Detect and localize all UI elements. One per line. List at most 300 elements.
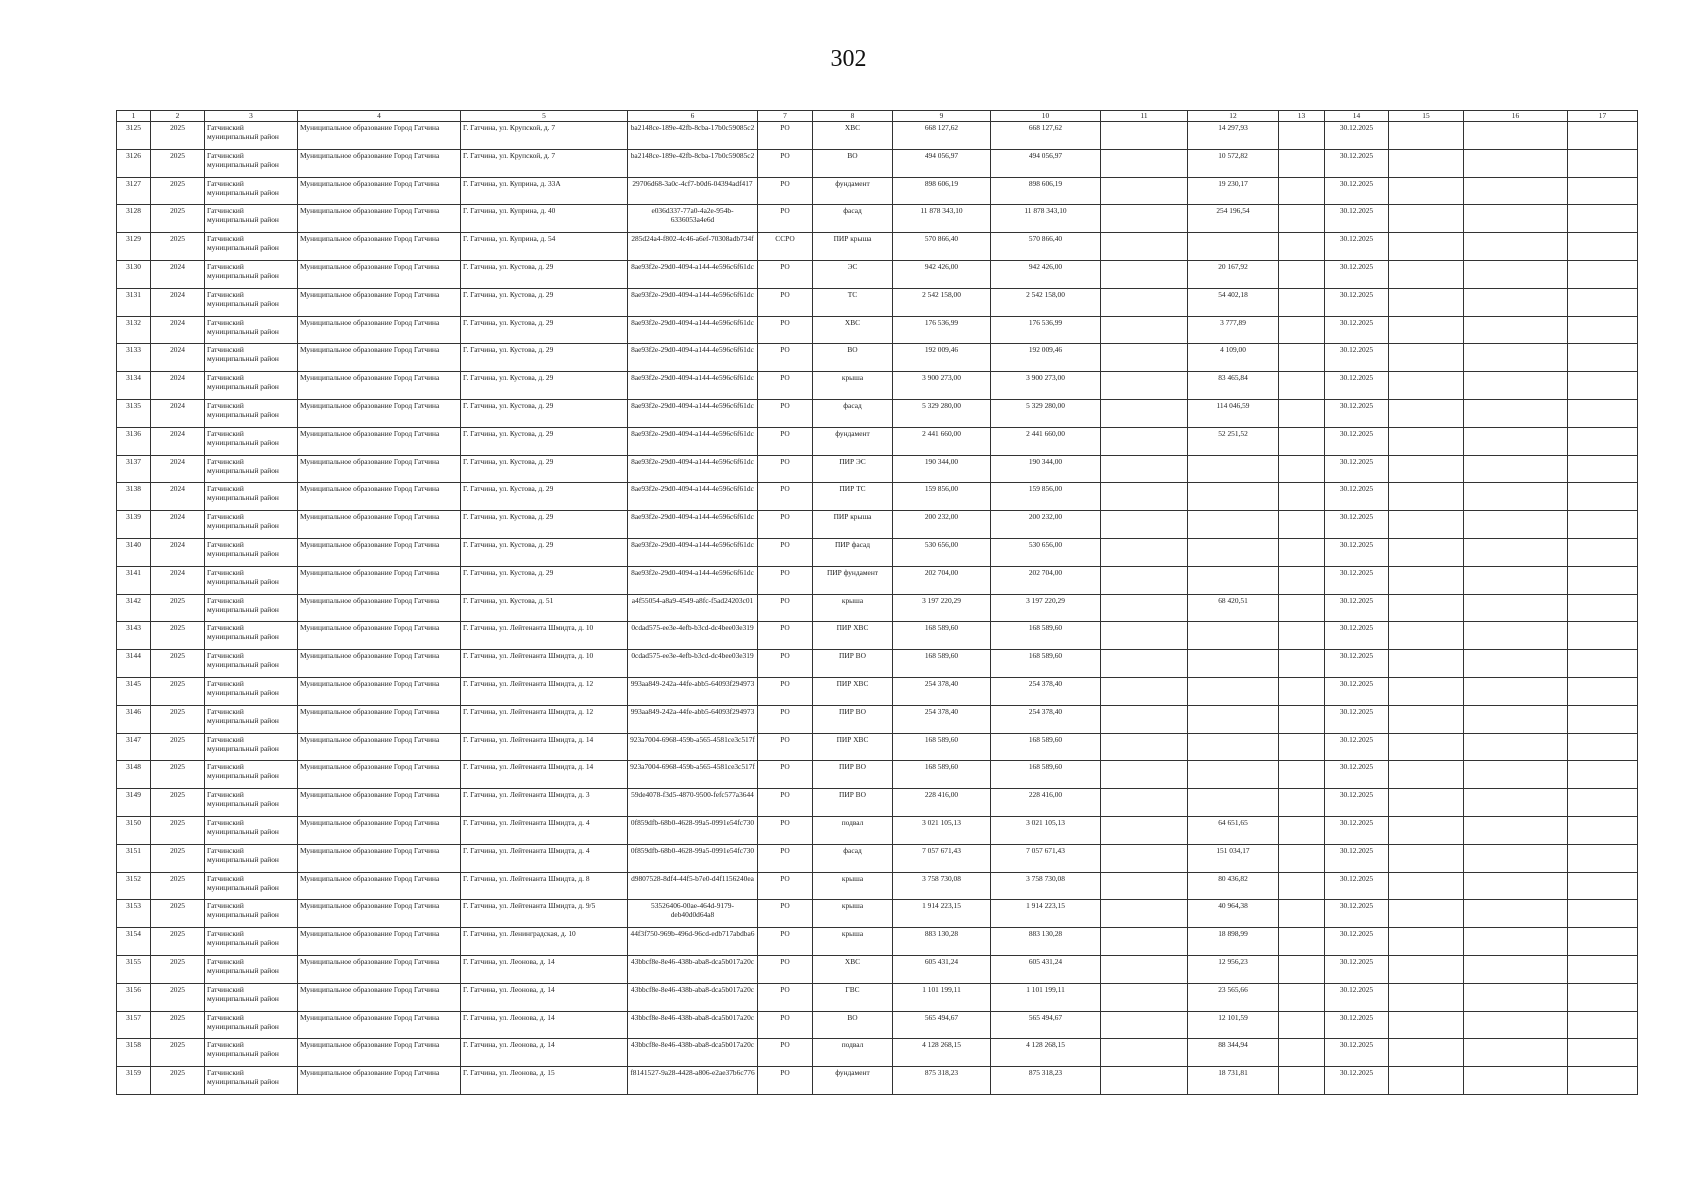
table-cell: Муниципальное образование Город Гатчина [298,844,461,872]
table-cell [1464,260,1568,288]
table-cell: 3 021 105,13 [991,816,1101,844]
table-cell: 23 565,66 [1188,983,1279,1011]
table-cell: Муниципальное образование Город Гатчина [298,260,461,288]
table-cell [1279,316,1325,344]
table-cell [1279,872,1325,900]
table-cell: РО [758,594,813,622]
table-cell: Г. Гатчина, ул. Леонова, д. 15 [461,1067,628,1095]
table-cell [1568,983,1638,1011]
table-cell [1279,399,1325,427]
table-cell [1101,511,1188,539]
table-cell: Муниципальное образование Город Гатчина [298,955,461,983]
table-cell: РО [758,955,813,983]
table-cell: 168 589,60 [991,733,1101,761]
table-cell: РО [758,399,813,427]
table-cell: Г. Гатчина, ул. Кустова, д. 29 [461,566,628,594]
table-cell: 605 431,24 [991,955,1101,983]
table-cell: 30.12.2025 [1325,928,1389,956]
table-cell [1389,511,1464,539]
table-cell: ПИР ХВС [813,622,893,650]
table-cell: 168 589,60 [893,650,991,678]
column-number: 13 [1279,111,1325,122]
table-cell: 0f859dfb-68b0-4628-99a5-0991e54fc730 [628,816,758,844]
table-cell: Муниципальное образование Город Гатчина [298,1067,461,1095]
table-cell: 3154 [117,928,151,956]
table-cell [1464,483,1568,511]
table-cell: 2024 [151,288,205,316]
table-cell: 7 057 671,43 [893,844,991,872]
table-cell: ba2148ce-189e-42fb-8cba-17b0c59085c2 [628,122,758,150]
register-table [116,110,1638,1095]
table-cell: Г. Гатчина, ул. Ленинградская, д. 10 [461,928,628,956]
table-cell: 2024 [151,483,205,511]
table-cell: РО [758,789,813,817]
table-cell: 3156 [117,983,151,1011]
table-cell: Г. Гатчина, ул. Лейтенанта Шмидта, д. 12 [461,705,628,733]
table-cell: Гатчинский муниципальный район [205,1011,298,1039]
table-cell: крыша [813,594,893,622]
table-cell: фундамент [813,427,893,455]
table-cell: Гатчинский муниципальный район [205,705,298,733]
table-cell: 3135 [117,399,151,427]
table-cell: 43bbcf8e-8e46-438b-aba8-dca5b017a20c [628,955,758,983]
table-cell: Муниципальное образование Город Гатчина [298,928,461,956]
table-cell [1101,316,1188,344]
table-cell: 942 426,00 [893,260,991,288]
table-cell [1279,455,1325,483]
table-cell: 3 758 730,08 [991,872,1101,900]
table-cell: d9807528-8df4-44f5-b7e0-d4f1156240ea [628,872,758,900]
table-cell: 942 426,00 [991,260,1101,288]
table-cell: РО [758,177,813,205]
table-cell [1101,566,1188,594]
table-cell: 44f3f750-969b-496d-96cd-edb717abdba6 [628,928,758,956]
table-cell [1568,427,1638,455]
table-cell: Муниципальное образование Город Гатчина [298,288,461,316]
table-cell [1101,677,1188,705]
table-cell [1279,288,1325,316]
table-cell: 2025 [151,955,205,983]
table-cell: РО [758,761,813,789]
table-cell: Г. Гатчина, ул. Лейтенанта Шмидта, д. 14 [461,733,628,761]
table-cell: Г. Гатчина, ул. Леонова, д. 14 [461,1039,628,1067]
table-cell [1464,399,1568,427]
table-cell [1568,816,1638,844]
table-cell: 3126 [117,149,151,177]
table-cell [1279,566,1325,594]
table-cell: 3140 [117,538,151,566]
table-cell: 0cdad575-ee3e-4efb-b3cd-dc4bee03e319 [628,622,758,650]
table-cell: Муниципальное образование Город Гатчина [298,900,461,928]
table-cell [1389,928,1464,956]
table-cell [1568,149,1638,177]
table-cell: 3 197 220,29 [991,594,1101,622]
table-cell: РО [758,928,813,956]
table-cell: Муниципальное образование Город Гатчина [298,316,461,344]
table-cell [1464,316,1568,344]
table-cell: Г. Гатчина, ул. Крупской, д. 7 [461,122,628,150]
table-cell: ba2148ce-189e-42fb-8cba-17b0c59085c2 [628,149,758,177]
table-cell: 3 900 273,00 [991,372,1101,400]
table-cell: 30.12.2025 [1325,260,1389,288]
table-cell [1464,427,1568,455]
table-cell: 3136 [117,427,151,455]
table-cell [1389,122,1464,150]
table-cell: РО [758,122,813,150]
table-cell: 11 878 343,10 [991,205,1101,233]
table-cell: ГВС [813,983,893,1011]
table-row [117,233,1638,261]
table-cell: 668 127,62 [893,122,991,150]
table-cell: ССРО [758,233,813,261]
table-cell [1101,483,1188,511]
table-cell: 3131 [117,288,151,316]
table-cell: Г. Гатчина, ул. Лейтенанта Шмидта, д. 12 [461,677,628,705]
table-cell: 200 232,00 [991,511,1101,539]
table-cell: Г. Гатчина, ул. Лейтенанта Шмидта, д. 10 [461,650,628,678]
table-cell: 2024 [151,372,205,400]
table-cell [1279,205,1325,233]
table-cell: Муниципальное образование Город Гатчина [298,177,461,205]
table-cell: Муниципальное образование Город Гатчина [298,594,461,622]
table-cell [1279,650,1325,678]
table-cell: Г. Гатчина, ул. Куприна, д. 40 [461,205,628,233]
table-cell: РО [758,344,813,372]
table-row [117,955,1638,983]
table-cell: 2025 [151,983,205,1011]
table-cell [1389,983,1464,1011]
table-cell: 43bbcf8e-8e46-438b-aba8-dca5b017a20c [628,1039,758,1067]
table-cell: 2025 [151,1039,205,1067]
table-cell: Муниципальное образование Город Гатчина [298,455,461,483]
table-cell: 192 009,46 [893,344,991,372]
column-number: 17 [1568,111,1638,122]
table-cell: РО [758,288,813,316]
table-cell [1279,761,1325,789]
table-cell [1568,677,1638,705]
table-cell: подвал [813,816,893,844]
table-cell: 30.12.2025 [1325,566,1389,594]
table-cell: 3 758 730,08 [893,872,991,900]
table-cell [1464,372,1568,400]
table-cell: 2025 [151,177,205,205]
table-cell: 883 130,28 [991,928,1101,956]
table-cell: 2024 [151,538,205,566]
table-cell: 254 196,54 [1188,205,1279,233]
table-cell [1188,455,1279,483]
table-cell [1568,955,1638,983]
table-cell [1389,677,1464,705]
table-cell [1464,705,1568,733]
table-cell: Муниципальное образование Город Гатчина [298,483,461,511]
table-cell [1464,288,1568,316]
column-number: 2 [151,111,205,122]
table-cell: Гатчинский муниципальный район [205,316,298,344]
table-cell: 30.12.2025 [1325,511,1389,539]
table-cell: 2025 [151,789,205,817]
table-cell: 168 589,60 [893,733,991,761]
table-cell: a4f55054-a8a9-4549-a8fc-f5ad24203c01 [628,594,758,622]
table-cell: 1 101 199,11 [991,983,1101,1011]
table-cell: ХВС [813,955,893,983]
table-row [117,372,1638,400]
table-cell: 875 318,23 [893,1067,991,1095]
table-cell: e036d337-77a0-4a2e-954b-6336053a4e6d [628,205,758,233]
table-cell [1464,122,1568,150]
table-cell: РО [758,538,813,566]
table-cell: 3149 [117,789,151,817]
table-cell [1101,650,1188,678]
table-cell: РО [758,427,813,455]
table-cell: Гатчинский муниципальный район [205,1067,298,1095]
table-cell: Муниципальное образование Город Гатчина [298,650,461,678]
table-cell: Муниципальное образование Город Гатчина [298,789,461,817]
table-row [117,677,1638,705]
table-cell: 0f859dfb-68b0-4628-99a5-0991e54fc730 [628,844,758,872]
table-cell: 8ae93f2e-29d0-4094-a144-4e596c6f61dc [628,399,758,427]
table-cell [1568,705,1638,733]
table-cell: РО [758,677,813,705]
table-cell: Муниципальное образование Город Гатчина [298,233,461,261]
table-cell: 30.12.2025 [1325,455,1389,483]
table-cell: ПИР фасад [813,538,893,566]
table-row [117,316,1638,344]
table-cell: 2025 [151,761,205,789]
table-cell: Гатчинский муниципальный район [205,955,298,983]
table-cell: 2024 [151,511,205,539]
table-row [117,427,1638,455]
column-number: 8 [813,111,893,122]
table-row [117,538,1638,566]
table-cell: 202 704,00 [893,566,991,594]
table-cell: 30.12.2025 [1325,177,1389,205]
column-number: 11 [1101,111,1188,122]
table-cell [1389,900,1464,928]
table-cell [1279,483,1325,511]
table-cell: 565 494,67 [893,1011,991,1039]
table-cell [1101,177,1188,205]
table-cell: 3 900 273,00 [893,372,991,400]
table-cell: ПИР ВО [813,705,893,733]
table-cell: 3153 [117,900,151,928]
table-cell: Гатчинский муниципальный район [205,677,298,705]
table-cell [1188,511,1279,539]
table-cell: 2025 [151,677,205,705]
table-cell [1464,789,1568,817]
table-cell: 3150 [117,816,151,844]
table-cell: Г. Гатчина, ул. Куприна, д. 33А [461,177,628,205]
table-cell: ПИР крыша [813,233,893,261]
table-cell: фасад [813,399,893,427]
table-cell: 8ae93f2e-29d0-4094-a144-4e596c6f61dc [628,316,758,344]
table-cell [1389,566,1464,594]
table-cell [1389,1067,1464,1095]
table-cell: 80 436,82 [1188,872,1279,900]
table-cell [1389,233,1464,261]
table-cell: 30.12.2025 [1325,622,1389,650]
table-cell: Г. Гатчина, ул. Лейтенанта Шмидта, д. 3 [461,789,628,817]
table-cell [1279,983,1325,1011]
table-cell: РО [758,260,813,288]
table-cell [1568,316,1638,344]
table-cell [1464,650,1568,678]
table-cell: ВО [813,1011,893,1039]
column-number: 1 [117,111,151,122]
table-cell [1464,761,1568,789]
table-cell [1279,344,1325,372]
table-cell: 2025 [151,816,205,844]
table-cell: крыша [813,872,893,900]
table-cell [1279,594,1325,622]
table-cell [1464,233,1568,261]
table-cell: 8ae93f2e-29d0-4094-a144-4e596c6f61dc [628,566,758,594]
table-cell: 254 378,40 [893,705,991,733]
table-cell: 3128 [117,205,151,233]
table-cell [1101,1011,1188,1039]
table-cell: 30.12.2025 [1325,372,1389,400]
table-cell [1568,483,1638,511]
table-cell: 228 416,00 [991,789,1101,817]
table-cell: 3132 [117,316,151,344]
table-cell: 565 494,67 [991,1011,1101,1039]
table-cell [1464,955,1568,983]
table-cell: Г. Гатчина, ул. Леонова, д. 14 [461,983,628,1011]
table-cell: 7 057 671,43 [991,844,1101,872]
table-cell: Г. Гатчина, ул. Куприна, д. 54 [461,233,628,261]
table-cell: ПИР ВО [813,761,893,789]
table-cell: РО [758,872,813,900]
table-cell: 3141 [117,566,151,594]
table-cell: Г. Гатчина, ул. Кустова, д. 51 [461,594,628,622]
table-cell: подвал [813,1039,893,1067]
table-cell: 30.12.2025 [1325,761,1389,789]
table-row [117,205,1638,233]
table-cell: 5 329 280,00 [991,399,1101,427]
table-cell: Гатчинский муниципальный район [205,900,298,928]
table-cell: 8ae93f2e-29d0-4094-a144-4e596c6f61dc [628,288,758,316]
table-cell: РО [758,983,813,1011]
table-cell: Муниципальное образование Город Гатчина [298,149,461,177]
table-cell: 4 128 268,15 [991,1039,1101,1067]
table-cell [1101,260,1188,288]
table-cell [1389,205,1464,233]
table-cell: 2025 [151,205,205,233]
table-cell [1389,260,1464,288]
table-cell: 43bbcf8e-8e46-438b-aba8-dca5b017a20c [628,983,758,1011]
table-cell: 12 101,59 [1188,1011,1279,1039]
table-cell [1101,622,1188,650]
table-cell [1101,538,1188,566]
table-cell [1279,122,1325,150]
table-cell [1568,789,1638,817]
table-cell: 3143 [117,622,151,650]
table-cell: Гатчинский муниципальный район [205,816,298,844]
table-row [117,1011,1638,1039]
table-cell: Гатчинский муниципальный район [205,928,298,956]
column-number: 7 [758,111,813,122]
table-cell: 83 465,84 [1188,372,1279,400]
table-row [117,900,1638,928]
table-cell: 3147 [117,733,151,761]
table-cell [1101,705,1188,733]
table-cell: Муниципальное образование Город Гатчина [298,705,461,733]
table-cell [1101,816,1188,844]
table-cell: 168 589,60 [991,622,1101,650]
table-cell [1279,427,1325,455]
table-cell: 0cdad575-ee3e-4efb-b3cd-dc4bee03e319 [628,650,758,678]
table-cell: Гатчинский муниципальный район [205,177,298,205]
table-cell: 30.12.2025 [1325,205,1389,233]
table-cell: 923a7004-6968-459b-a565-4581ce3c517f [628,761,758,789]
table-cell [1279,844,1325,872]
table-cell [1389,955,1464,983]
table-cell: 2025 [151,900,205,928]
table-cell: 54 402,18 [1188,288,1279,316]
table-cell: 168 589,60 [893,761,991,789]
table-cell: 30.12.2025 [1325,483,1389,511]
table-cell: 2025 [151,233,205,261]
table-cell [1279,511,1325,539]
table-cell [1101,789,1188,817]
table-cell [1101,344,1188,372]
table-cell: 2 542 158,00 [893,288,991,316]
table-cell: 68 420,51 [1188,594,1279,622]
column-number: 16 [1464,111,1568,122]
table-cell: 40 964,38 [1188,900,1279,928]
table-cell: Муниципальное образование Город Гатчина [298,399,461,427]
table-cell: Муниципальное образование Город Гатчина [298,677,461,705]
table-cell [1389,1039,1464,1067]
table-cell: Гатчинский муниципальный район [205,260,298,288]
table-cell [1464,594,1568,622]
table-cell [1464,177,1568,205]
table-cell: крыша [813,928,893,956]
table-cell: 2025 [151,705,205,733]
table-cell [1568,872,1638,900]
table-row [117,983,1638,1011]
table-cell [1188,650,1279,678]
table-cell [1568,928,1638,956]
table-cell [1568,233,1638,261]
table-cell: 11 878 343,10 [893,205,991,233]
table-cell [1389,399,1464,427]
table-cell [1279,677,1325,705]
table-cell: Г. Гатчина, ул. Кустова, д. 29 [461,316,628,344]
table-cell: 30.12.2025 [1325,399,1389,427]
table-cell [1101,455,1188,483]
table-cell: Гатчинский муниципальный район [205,233,298,261]
table-row [117,650,1638,678]
table-cell: Муниципальное образование Город Гатчина [298,733,461,761]
table-cell [1279,233,1325,261]
table-row [117,928,1638,956]
table-cell [1389,622,1464,650]
table-cell: 2025 [151,733,205,761]
table-cell [1188,233,1279,261]
table-cell: Гатчинский муниципальный район [205,205,298,233]
table-cell: 3129 [117,233,151,261]
table-cell: 3130 [117,260,151,288]
table-cell [1389,316,1464,344]
table-cell: Гатчинский муниципальный район [205,650,298,678]
table-cell: 18 731,81 [1188,1067,1279,1095]
table-cell: ПИР фундамент [813,566,893,594]
table-cell [1389,372,1464,400]
table-cell [1568,1039,1638,1067]
table-cell: f8141527-9a28-4428-a806-e2ae37b6c776 [628,1067,758,1095]
table-cell [1101,1067,1188,1095]
table-cell: 2 441 660,00 [991,427,1101,455]
